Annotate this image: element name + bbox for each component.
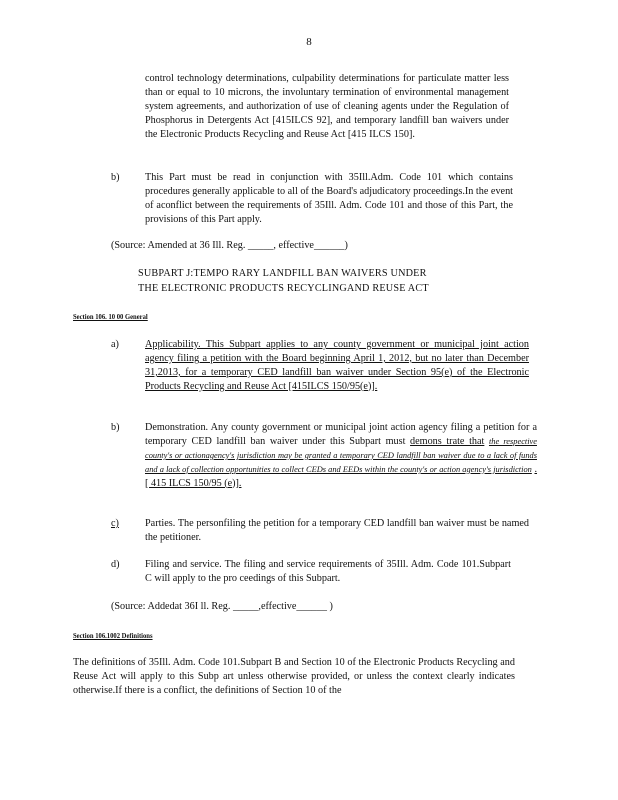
para-b-text: This Part must be read in conjunction with 35Ill.Adm. Code 101 which contains procedures generally applicable to all of the Board's adjudicatory proceedings.In the event of aconflict between the requirements of 35Ill. Adm. Code 101 and those of this Part, the provisions of this Part apply. — [145, 172, 513, 225]
general-c-text: Parties. The personfiling the petition for a temporary CED landfill ban waiver must be named the petitioner. — [145, 518, 529, 543]
general-b-text-underlined: demons trate that — [410, 435, 485, 447]
general-b-text-citation: .[ 415 ILCS 150/95 (e)]. — [145, 463, 538, 489]
general-c-label: c) — [111, 518, 119, 529]
section-heading-definitions: Section 106.1002 Definitions — [73, 632, 153, 640]
intro-paragraph: control technology determinations, culpability determinations for particulate matter less than or equal to 10 microns, the involuntary termination of environmental management system agreements, and authorization of use of cleaning agents under the Regulation of Phosphorus in Detergents Act [415ILCS 92], and temporary landfill ban waivers under the Electronic Products Recycling and Reuse Act [415 ILCS 150]. — [145, 73, 509, 140]
definitions-paragraph: The definitions of 35Ill. Adm. Code 101.Subpart B and Section 10 of the Electronic Products Recycling and Reuse Act will apply to this Subp art unless otherwise provided, or unless the context clearly indicates otherwise.If there is a conflict, the definitions of Section 10 of the — [73, 657, 515, 696]
source-note-2: (Source: Addedat 36I ll. Reg. _____,effective______ ) — [111, 601, 333, 612]
source-note-1: (Source: Amended at 36 Ill. Reg. _____, effective______) — [111, 240, 348, 251]
section-heading-general: Section 106. 10 00 General — [73, 313, 148, 321]
subpart-title-line2: THE ELECTRONIC PRODUCTS RECYCLINGAND REUSE ACT — [138, 283, 429, 294]
general-b-text — [145, 421, 537, 491]
general-a-label: a) — [111, 339, 119, 350]
general-b-text-plain: Demonstration. Any county government or municipal joint action agency filing a petition for a temporary CED landfill ban waiver under this Subpart must — [145, 422, 537, 447]
general-d-text: Filing and service. The filing and service requirements of 35Ill. Adm. Code 101.Subpart C will apply to the pro ceedings of this Subpart. — [145, 559, 511, 584]
para-b-label: b) — [111, 172, 120, 183]
general-a-text: Applicability. This Subpart applies to any county government or municipal joint action agency filing a petition with the Board beginning April 1, 2012, but no later than December 31,2013, for a temporary CED landfill ban waiver under Section 95(e) of the Electronic Products Recycling and Reuse Act [415ILCS 150/95(e)]. — [145, 339, 529, 392]
general-b-text-italic: the respective county's or actionagency's jurisdiction may be granted a temporary CED landfill ban waiver due to a lack of funds and a lack of collection opportunities to collect CEDs and EEDs within the county's or action agency's jurisdiction — [145, 436, 537, 474]
general-b-label: b) — [111, 422, 120, 433]
general-d-label: d) — [111, 559, 120, 570]
page-number: 8 — [306, 36, 312, 48]
subpart-title-line1: SUBPART J:TEMPO RARY LANDFILL BAN WAIVERS UNDER — [138, 268, 427, 279]
